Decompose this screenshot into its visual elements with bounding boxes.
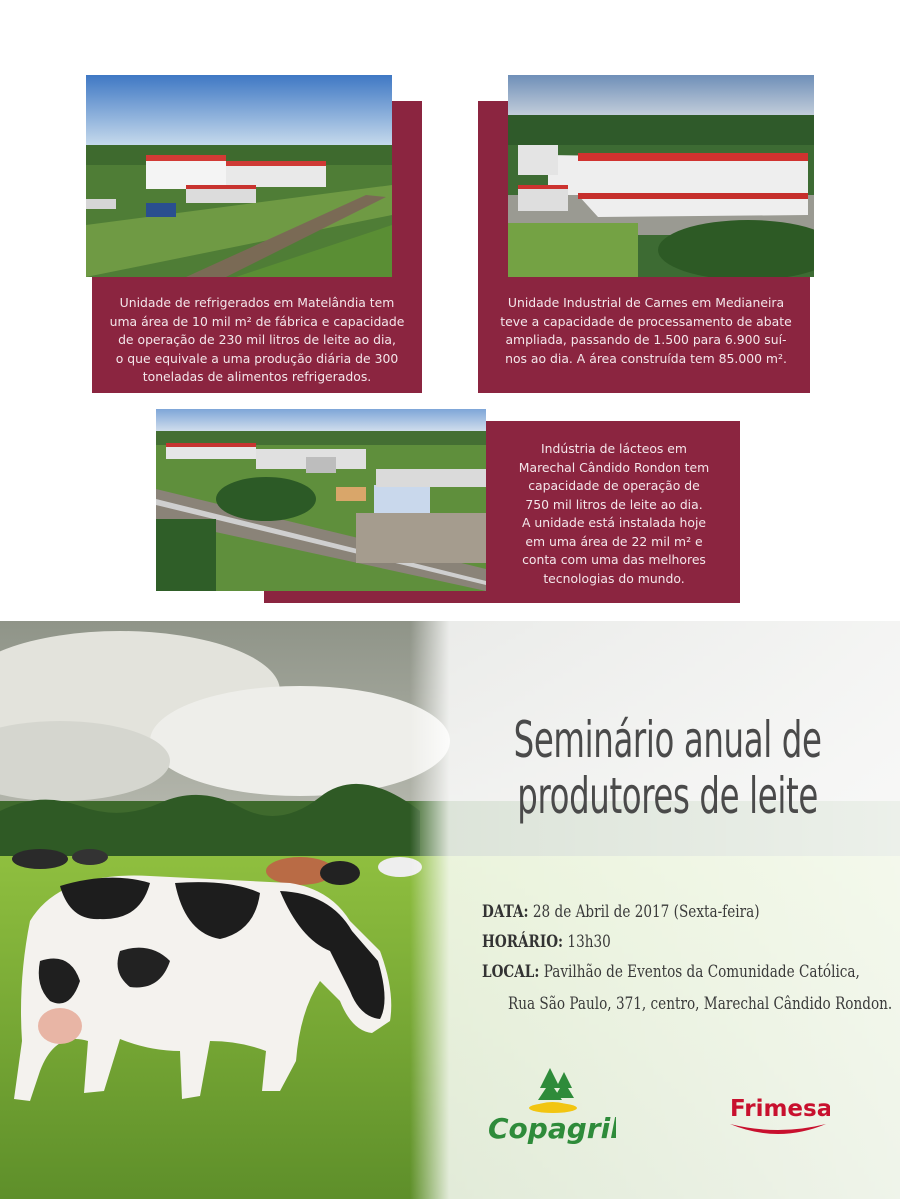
caption-line: capacidade de operação de [528, 478, 700, 493]
location-label: LOCAL: [482, 962, 540, 982]
caption-line: tecnologias do mundo. [543, 570, 685, 586]
event-location-continued [508, 994, 892, 1014]
caption-line: de operação de 230 mil litros de leite ao dia, [118, 332, 396, 347]
caption-line: nos ao dia. A área construída tem 85.000 m². [505, 350, 787, 366]
caption-line: A unidade está instalada hoje [521, 515, 707, 530]
caption-line: Unidade Industrial de Carnes em Medianeira [507, 295, 785, 310]
event-location [482, 962, 860, 982]
date-value: 28 de Abril de 2017 (Sexta-feira) [532, 902, 760, 922]
frimesa-wordmark: Frimesa [730, 1096, 830, 1122]
caption-line: conta com uma das melhores [522, 552, 706, 567]
copagril-logo [486, 1066, 616, 1146]
location-value-line-1: Pavilhão de Eventos da Comunidade Católica, [543, 962, 860, 982]
card-3-photo [156, 409, 486, 591]
event-title-line-1: Seminário anual de [513, 711, 822, 769]
frimesa-logo [726, 1090, 830, 1144]
caption-line: Unidade de refrigerados em Matelândia tem [119, 295, 395, 310]
event-time [482, 932, 611, 952]
caption-line: Marechal Cândido Rondon tem [518, 459, 710, 475]
card-2-caption [488, 294, 804, 368]
caption-line: o que equivale a uma produção diária de 300 [115, 350, 399, 366]
card-2-photo [508, 75, 814, 277]
card-1-photo [86, 75, 392, 277]
caption-line: Indústria de lácteos em [540, 441, 688, 456]
card-3-caption [498, 440, 730, 588]
copagril-wordmark: Copagril [488, 1112, 616, 1145]
card-1-caption [98, 294, 416, 387]
caption-line: ampliada, passando de 1.500 para 6.900 suí- [505, 332, 787, 347]
caption-line: toneladas de alimentos refrigerados. [142, 369, 372, 384]
time-label: HORÁRIO: [482, 932, 564, 952]
caption-line: teve a capacidade de processamento de abate [500, 313, 792, 329]
date-label: DATA: [482, 902, 529, 922]
event-date [482, 902, 760, 922]
time-value: 13h30 [567, 932, 611, 952]
location-value-line-2: Rua São Paulo, 371, centro, Marechal Cândido Rondon. [508, 994, 893, 1014]
event-title [448, 712, 887, 824]
caption-line: uma área de 10 mil m² de fábrica e capacidade [109, 313, 405, 329]
caption-line: 750 mil litros de leite ao dia. [525, 496, 703, 512]
caption-line: em uma área de 22 mil m² e [525, 533, 703, 549]
event-title-line-2: produtores de leite [517, 767, 818, 825]
